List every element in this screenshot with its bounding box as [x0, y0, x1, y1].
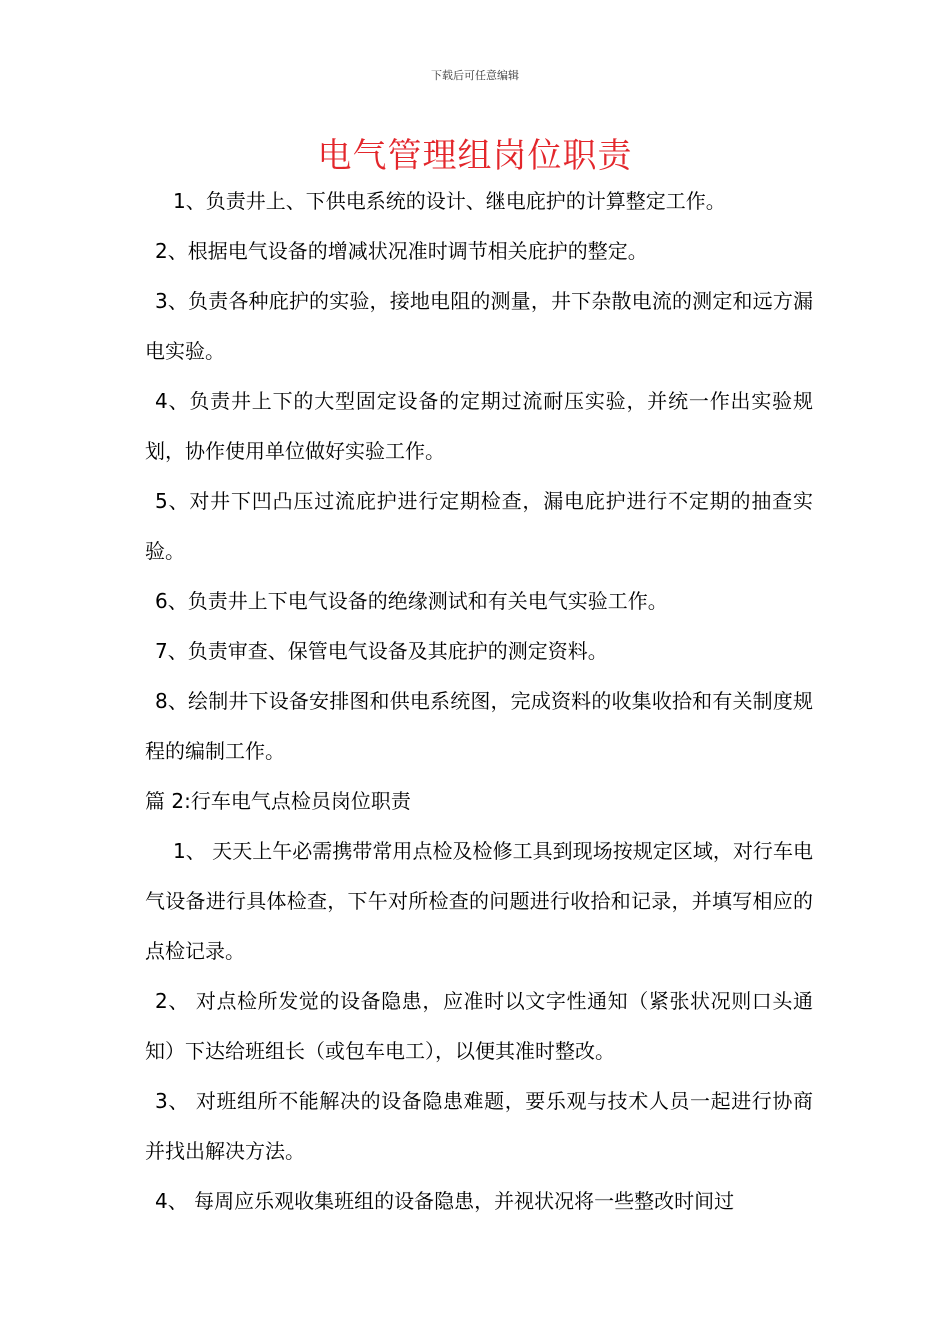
section-heading: 篇 2:行车电气点检员岗位职责	[145, 789, 411, 813]
document-body	[145, 176, 813, 1226]
paragraph: 6、负责井上下电气设备的绝缘测试和有关电气实验工作。	[155, 589, 668, 613]
paragraph: 1、 天天上午必需携带常用点检及检修工具到现场按规定区域，对行车电气设备进行具体检查，下午对所检查的问题进行收拾和记录，并填写相应的点检记录。	[145, 839, 813, 963]
paragraph: 7、负责审查、保管电气设备及其庇护的测定资料。	[155, 639, 608, 663]
paragraph: 3、负责各种庇护的实验，接地电阻的测量，井下杂散电流的测定和远方漏电实验。	[145, 289, 813, 363]
paragraph: 2、 对点检所发觉的设备隐患，应准时以文字性通知（紧张状况则口头通知）下达给班组长（或包车电工），以便其准时整改。	[145, 989, 813, 1063]
paragraph: 1、负责井上、下供电系统的设计、继电庇护的计算整定工作。	[173, 189, 726, 213]
paragraph: 4、负责井上下的大型固定设备的定期过流耐压实验，并统一作出实验规划，协作使用单位做好实验工作。	[145, 389, 813, 463]
paragraph: 2、根据电气设备的增减状况准时调节相关庇护的整定。	[155, 239, 648, 263]
paragraph: 3、 对班组所不能解决的设备隐患难题，要乐观与技术人员一起进行协商并找出解决方法。	[145, 1089, 813, 1163]
header-note: 下载后可任意编辑	[431, 69, 519, 82]
page-title: 电气管理组岗位职责	[317, 136, 633, 176]
paragraph: 8、绘制井下设备安排图和供电系统图，完成资料的收集收拾和有关制度规程的编制工作。	[145, 689, 813, 763]
paragraph: 4、 每周应乐观收集班组的设备隐患，并视状况将一些整改时间过	[155, 1189, 735, 1213]
paragraph: 5、对井下凹凸压过流庇护进行定期检查，漏电庇护进行不定期的抽查实验。	[145, 489, 813, 563]
